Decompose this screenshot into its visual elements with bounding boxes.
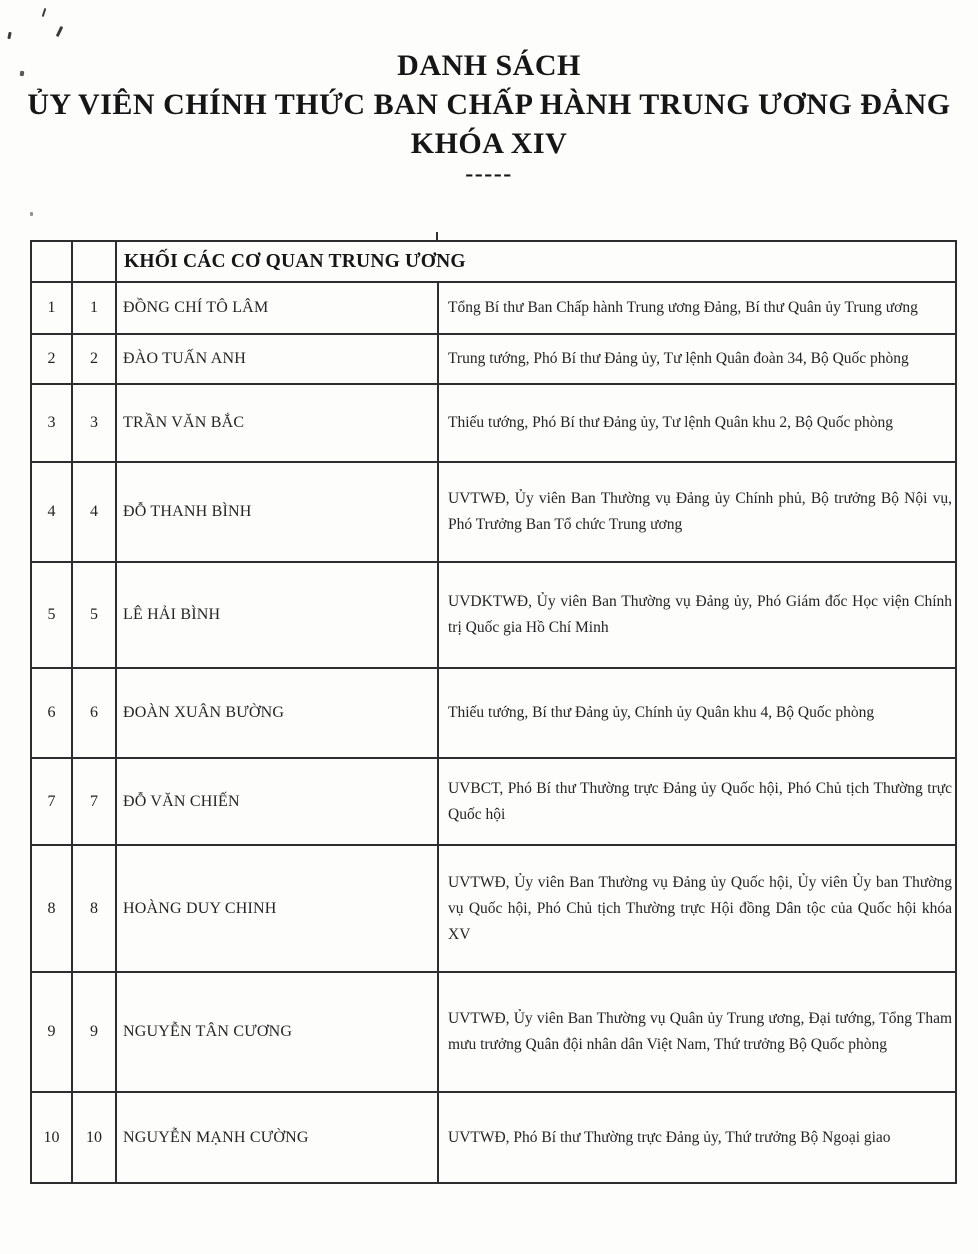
member-position-cell: UVBCT, Phó Bí thư Thường trực Đảng ủy Quốc hội, Phó Chủ tịch Thường trực Quốc hội [438, 758, 956, 845]
member-position-cell: UVTWĐ, Ủy viên Ban Thường vụ Quân ủy Trung ương, Đại tướng, Tổng Tham mưu trưởng Quân đội nhân dân Việt Nam, Thứ trưởng Bộ Quốc phòng [438, 972, 956, 1092]
row-number-cell: 7 [31, 758, 72, 845]
row-number-cell: 10 [31, 1092, 72, 1183]
table-row [31, 384, 956, 462]
member-name-cell: ĐỒNG CHÍ TÔ LÂM [116, 282, 438, 334]
table-row [31, 462, 956, 562]
row-sub-number-cell: 4 [72, 462, 116, 562]
row-number-cell: 8 [31, 845, 72, 972]
row-number-cell: 2 [31, 334, 72, 384]
scan-artifact [56, 26, 64, 37]
title-line-2: ỦY VIÊN CHÍNH THỨC BAN CHẤP HÀNH TRUNG ƯƠNG ĐẢNG [27, 88, 951, 121]
table-row [31, 562, 956, 668]
row-sub-number-cell: 1 [72, 282, 116, 334]
row-sub-number-cell: 5 [72, 562, 116, 668]
scan-artifact [7, 32, 11, 39]
group-header-empty-cell [31, 241, 72, 282]
title-line-1: DANH SÁCH [397, 49, 581, 82]
table-row [31, 1092, 956, 1183]
member-position-cell: Thiếu tướng, Phó Bí thư Đảng ủy, Tư lệnh Quân khu 2, Bộ Quốc phòng [438, 384, 956, 462]
member-position-cell: UVTWĐ, Ủy viên Ban Thường vụ Đảng ủy Quốc hội, Ủy viên Ủy ban Thường vụ Quốc hội, Phó Chủ tịch Thường trực Hội đồng Dân tộc của Quốc hội khóa XV [438, 845, 956, 972]
document-title [0, 46, 978, 187]
member-position-cell: Thiếu tướng, Bí thư Đảng ủy, Chính ủy Quân khu 4, Bộ Quốc phòng [438, 668, 956, 758]
member-table-body [31, 241, 956, 1183]
scan-artifact [30, 212, 33, 216]
title-line-3: KHÓA XIV [410, 127, 568, 160]
row-number-cell: 4 [31, 462, 72, 562]
group-header-label: KHỐI CÁC CƠ QUAN TRUNG ƯƠNG [116, 241, 956, 282]
member-name-cell: TRẦN VĂN BẮC [116, 384, 438, 462]
member-name-cell: ĐÀO TUẤN ANH [116, 334, 438, 384]
row-number-cell: 6 [31, 668, 72, 758]
row-sub-number-cell: 7 [72, 758, 116, 845]
group-header-empty-cell [72, 241, 116, 282]
member-name-cell: HOÀNG DUY CHINH [116, 845, 438, 972]
scan-artifact [42, 8, 47, 17]
row-number-cell: 9 [31, 972, 72, 1092]
member-name-cell: NGUYỄN TÂN CƯƠNG [116, 972, 438, 1092]
member-position-cell: UVTWĐ, Ủy viên Ban Thường vụ Đảng ủy Chính phủ, Bộ trưởng Bộ Nội vụ, Phó Trưởng Ban Tổ chức Trung ương [438, 462, 956, 562]
member-position-cell: UVTWĐ, Phó Bí thư Thường trực Đảng ủy, Thứ trưởng Bộ Ngoại giao [438, 1092, 956, 1183]
member-table [30, 240, 957, 1184]
table-row [31, 334, 956, 384]
member-position-cell: UVDKTWĐ, Ủy viên Ban Thường vụ Đảng ủy, Phó Giám đốc Học viện Chính trị Quốc gia Hồ Chí Minh [438, 562, 956, 668]
title-divider: ----- [465, 161, 513, 187]
member-name-cell: LÊ HẢI BÌNH [116, 562, 438, 668]
member-name-cell: NGUYỄN MẠNH CƯỜNG [116, 1092, 438, 1183]
table-row [31, 758, 956, 845]
row-number-cell: 1 [31, 282, 72, 334]
row-sub-number-cell: 10 [72, 1092, 116, 1183]
member-name-cell: ĐỖ THANH BÌNH [116, 462, 438, 562]
member-position-cell: Tổng Bí thư Ban Chấp hành Trung ương Đảng, Bí thư Quân ủy Trung ương [438, 282, 956, 334]
row-number-cell: 3 [31, 384, 72, 462]
row-sub-number-cell: 9 [72, 972, 116, 1092]
table-row [31, 282, 956, 334]
member-position-cell: Trung tướng, Phó Bí thư Đảng ủy, Tư lệnh Quân đoàn 34, Bộ Quốc phòng [438, 334, 956, 384]
row-sub-number-cell: 3 [72, 384, 116, 462]
row-sub-number-cell: 8 [72, 845, 116, 972]
table-row [31, 845, 956, 972]
table-row [31, 668, 956, 758]
row-sub-number-cell: 6 [72, 668, 116, 758]
table-row [31, 972, 956, 1092]
table-group-header-row [31, 241, 956, 282]
row-number-cell: 5 [31, 562, 72, 668]
member-name-cell: ĐOÀN XUÂN BƯỜNG [116, 668, 438, 758]
row-sub-number-cell: 2 [72, 334, 116, 384]
member-name-cell: ĐỖ VĂN CHIẾN [116, 758, 438, 845]
